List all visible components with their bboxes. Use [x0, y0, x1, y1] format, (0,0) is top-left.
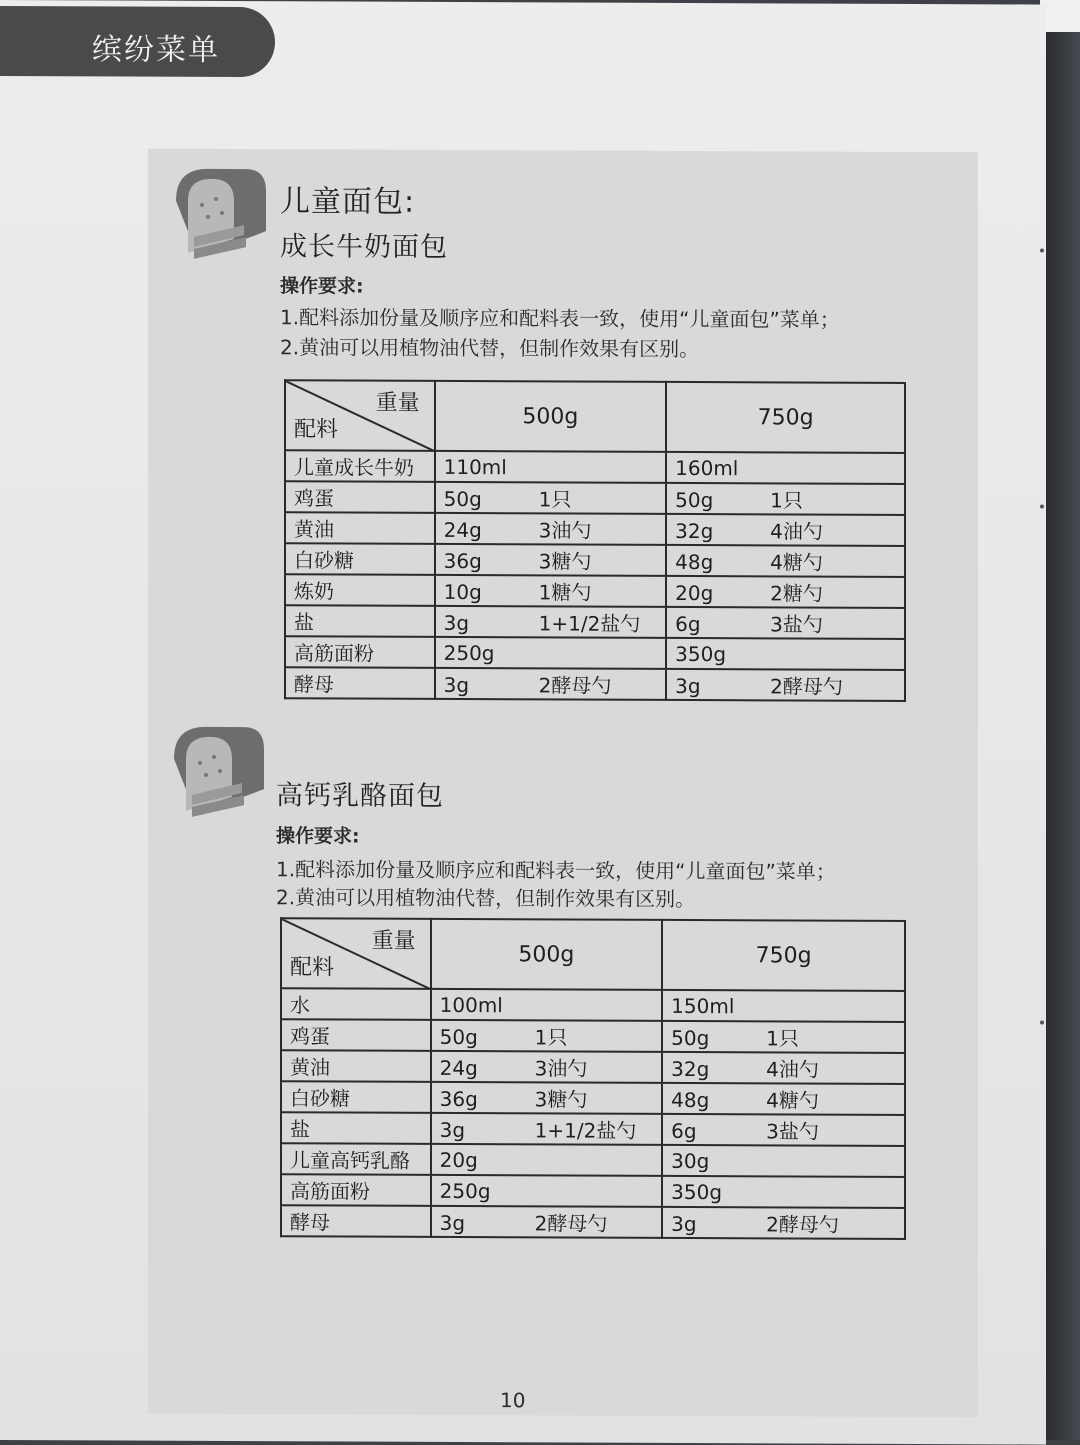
quantity-cell [666, 638, 905, 670]
ingredient-table [284, 379, 906, 702]
quantity-cell [435, 606, 667, 638]
weight-value: 20g [675, 580, 714, 606]
spoon-measure: 1+1/2盐勺 [538, 611, 641, 636]
weight-value: 24g [443, 517, 482, 543]
ingredient-name: 鸡蛋 [285, 481, 435, 513]
ingredient-name: 盐 [285, 605, 435, 637]
weight-value: 350g [671, 1179, 723, 1204]
weight-value: 32g [671, 1056, 710, 1082]
weight-value: 20g [439, 1147, 478, 1172]
quantity-cell [431, 1144, 663, 1176]
quantity-cell [662, 1083, 905, 1115]
weight-value: 3g [439, 1210, 466, 1236]
table-row [281, 1019, 905, 1053]
spoon-measure: 1+1/2盐勺 [534, 1118, 637, 1143]
quantity-cell [662, 1176, 905, 1208]
table-row [285, 512, 905, 546]
bread-icon [168, 161, 268, 269]
spoon-measure: 1糖勺 [538, 580, 592, 605]
corner-ingredient-label: 配料 [290, 955, 335, 981]
table-row [281, 1112, 905, 1146]
quantity-cell [435, 544, 667, 576]
background-surface [1046, 32, 1080, 1440]
spoon-measure: 1只 [534, 1025, 568, 1050]
quantity-cell [431, 1175, 663, 1207]
page-number: 10 [500, 1388, 526, 1413]
weight-value: 3g [675, 673, 701, 699]
table-row [281, 1174, 905, 1208]
spoon-measure: 3油勺 [538, 518, 592, 543]
spoon-measure: 4油勺 [766, 1057, 819, 1082]
ingredient-name: 炼奶 [285, 574, 435, 606]
weight-value: 3g [671, 1211, 697, 1237]
spoon-measure: 3盐勺 [770, 612, 823, 637]
quantity-cell [666, 607, 905, 639]
quantity-cell [435, 668, 667, 700]
table-corner-cell [285, 380, 435, 451]
weight-value: 30g [671, 1148, 710, 1173]
requirement-line: 2.黄油可以用植物油代替，但制作效果有区别。 [280, 335, 700, 362]
spoon-measure: 1只 [766, 1026, 799, 1051]
spoon-measure: 3油勺 [534, 1056, 588, 1081]
binding-stitch [1040, 505, 1044, 509]
weight-value: 110ml [443, 454, 507, 479]
weight-value: 50g [671, 1025, 710, 1051]
section-tab-label: 缤纷菜单 [92, 32, 220, 68]
quantity-cell [435, 513, 667, 545]
quantity-cell [662, 990, 905, 1022]
quantity-cell [435, 637, 667, 669]
quantity-cell [435, 451, 667, 483]
quantity-cell [666, 545, 905, 577]
requirements-title: 操作要求: [280, 275, 364, 298]
ingredient-name: 酵母 [285, 667, 435, 699]
quantity-cell [431, 989, 663, 1021]
corner-ingredient-label: 配料 [294, 417, 339, 443]
weight-value: 100ml [439, 992, 503, 1017]
quantity-cell [431, 1051, 663, 1083]
weight-value: 10g [443, 579, 482, 605]
table-row [285, 667, 905, 701]
ingredient-name: 黄油 [281, 1050, 431, 1082]
binding-stitch [1040, 249, 1044, 253]
column-header-750g: 750g [662, 920, 905, 991]
table-row [285, 481, 905, 515]
ingredient-name: 鸡蛋 [281, 1019, 431, 1051]
weight-value: 6g [671, 1118, 697, 1144]
spoon-measure: 3盐勺 [766, 1119, 819, 1144]
table-row [285, 636, 905, 670]
table-row [281, 1081, 905, 1115]
recipe-title: 高钙乳酪面包 [276, 780, 444, 812]
column-header-750g: 750g [666, 382, 905, 453]
ingredient-name: 高筋面粉 [281, 1174, 431, 1206]
quantity-cell [431, 1020, 663, 1052]
background-edge [1040, 0, 1080, 32]
ingredient-name: 盐 [281, 1112, 431, 1144]
ingredient-name: 酵母 [281, 1205, 431, 1237]
weight-value: 150ml [671, 993, 735, 1018]
weight-value: 50g [675, 487, 714, 513]
table-corner-cell [281, 918, 431, 989]
section-tab [0, 6, 275, 77]
quantity-cell [666, 483, 905, 515]
quantity-cell [662, 1207, 905, 1239]
quantity-cell [662, 1052, 905, 1084]
spoon-measure: 3糖勺 [534, 1087, 588, 1112]
ingredient-name: 白砂糖 [281, 1081, 431, 1113]
column-header-500g: 500g [431, 919, 663, 990]
table-row [285, 605, 905, 639]
weight-value: 36g [439, 1086, 478, 1112]
weight-value: 160ml [675, 455, 739, 480]
weight-value: 3g [443, 610, 470, 636]
bread-icon [166, 719, 266, 827]
requirement-line: 2.黄油可以用植物油代替，但制作效果有区别。 [276, 885, 696, 912]
quantity-cell [431, 1206, 663, 1238]
column-header-500g: 500g [435, 381, 667, 452]
weight-value: 50g [439, 1024, 478, 1050]
spoon-measure: 1只 [538, 487, 572, 512]
spoon-measure: 2糖勺 [770, 581, 823, 606]
binding-stitch [1040, 1021, 1044, 1025]
spoon-measure: 4糖勺 [770, 550, 823, 575]
quantity-cell [435, 575, 667, 607]
spoon-measure: 3糖勺 [538, 549, 592, 574]
spoon-measure: 2酵母勺 [766, 1212, 839, 1237]
corner-weight-label: 重量 [371, 928, 416, 954]
weight-value: 48g [675, 549, 714, 575]
spoon-measure: 4油勺 [770, 519, 823, 544]
table-row [285, 574, 905, 608]
requirement-line: 1.配料添加份量及顺序应和配料表一致，使用“儿童面包”菜单； [276, 857, 836, 884]
table-row [285, 543, 905, 577]
weight-value: 3g [439, 1117, 466, 1143]
quantity-cell [666, 669, 905, 701]
weight-value: 32g [675, 518, 714, 544]
ingredient-name: 水 [281, 988, 431, 1020]
weight-value: 36g [443, 548, 482, 574]
table-row [281, 1050, 905, 1084]
table-row [285, 450, 905, 484]
ingredient-name: 儿童高钙乳酪 [281, 1143, 431, 1175]
weight-value: 48g [671, 1087, 710, 1113]
table-row [281, 1205, 905, 1239]
weight-value: 250g [439, 1178, 491, 1203]
quantity-cell [666, 576, 905, 608]
quantity-cell [435, 482, 667, 514]
weight-value: 6g [675, 611, 701, 637]
spoon-measure: 2酵母勺 [534, 1211, 608, 1236]
weight-value: 3g [443, 672, 470, 698]
table-row [281, 988, 905, 1022]
weight-value: 50g [443, 486, 482, 512]
recipe-title: 成长牛奶面包 [280, 231, 448, 263]
quantity-cell [662, 1145, 905, 1177]
quantity-cell [666, 514, 905, 546]
weight-value: 350g [675, 641, 727, 666]
spoon-measure: 2酵母勺 [538, 673, 612, 698]
ingredient-name: 高筋面粉 [285, 636, 435, 668]
weight-value: 250g [443, 640, 495, 665]
ingredient-name: 白砂糖 [285, 543, 435, 575]
ingredient-table [280, 917, 906, 1240]
quantity-cell [431, 1113, 663, 1145]
corner-weight-label: 重量 [375, 390, 420, 416]
spoon-measure: 2酵母勺 [770, 674, 843, 699]
ingredient-name: 黄油 [285, 512, 435, 544]
requirement-line: 1.配料添加份量及顺序应和配料表一致，使用“儿童面包”菜单； [280, 305, 840, 332]
weight-value: 24g [439, 1055, 478, 1081]
quantity-cell [662, 1021, 905, 1053]
quantity-cell [662, 1114, 905, 1146]
requirements-title: 操作要求: [276, 825, 360, 848]
spoon-measure: 1只 [770, 488, 803, 513]
ingredient-name: 儿童成长牛奶 [285, 450, 435, 482]
table-row [281, 1143, 905, 1177]
quantity-cell [431, 1082, 663, 1114]
spoon-measure: 4糖勺 [766, 1088, 819, 1113]
quantity-cell [666, 452, 905, 484]
category-title: 儿童面包: [280, 184, 416, 220]
